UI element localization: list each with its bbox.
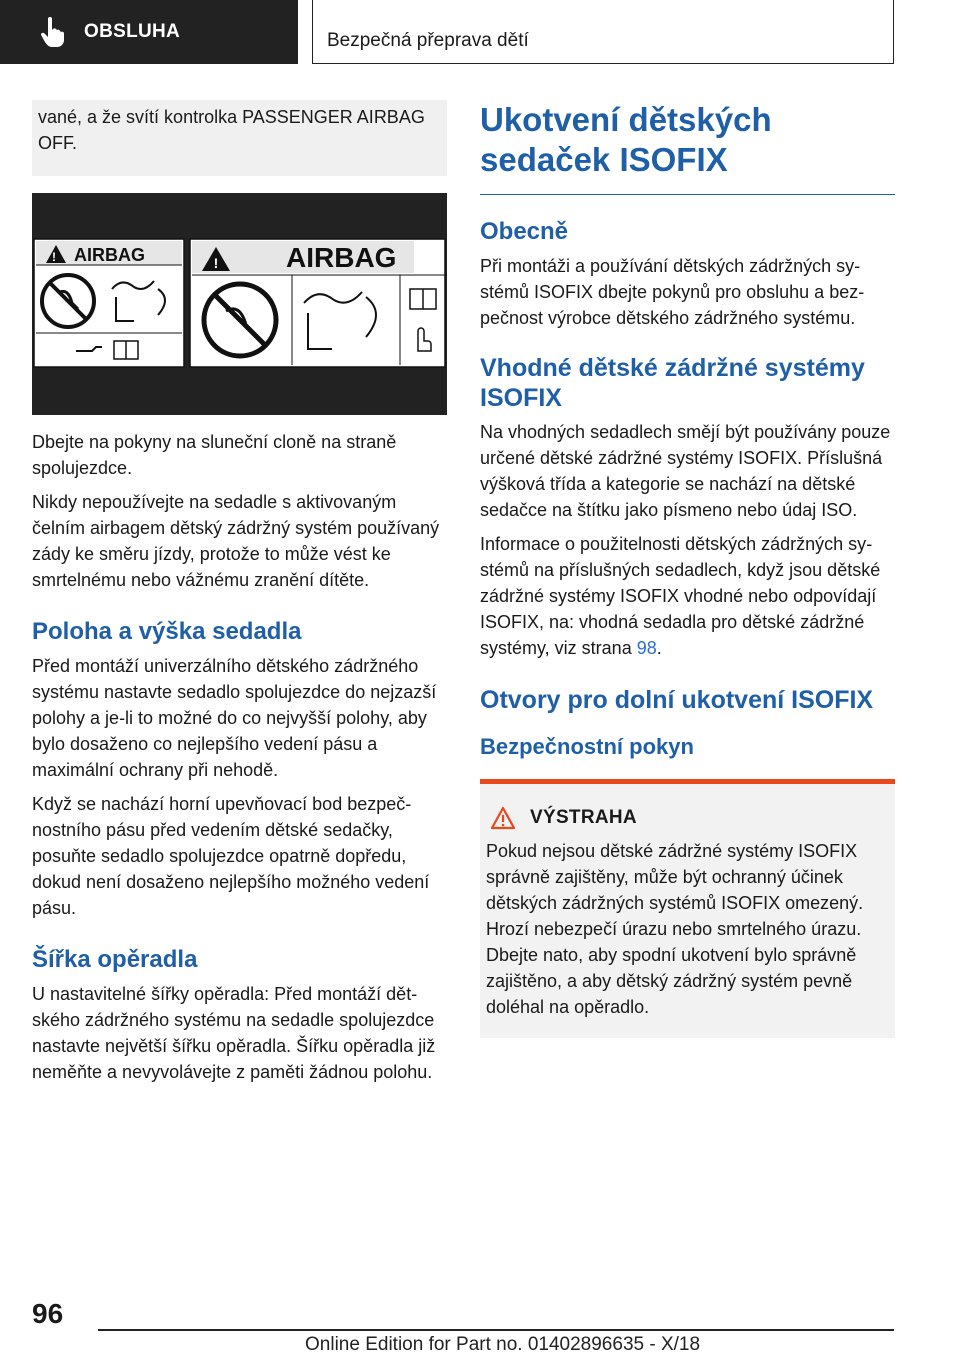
paragraph: Před montáží univerzálního dětského zádržného systému nastavte sedadlo spolujezdce do nejzazší polohy a je-li to možné do co nejvyšší polohy, aby bylo dosaženo co nejlepšího vedení pásu a maximální ochrany při nehodě. (32, 656, 437, 780)
warning-title: VÝSTRAHA (530, 807, 637, 828)
airbag-label-illustration (32, 193, 447, 415)
intro-text: vané, a že svítí kontrolka PASSENGER AIRBAG OFF. (38, 107, 425, 153)
paragraph-end: . (656, 638, 662, 658)
airbag-large-text: AIRBAG (286, 242, 397, 273)
paragraph: Na vhodných sedadlech smějí být používány pouze určené dětské zádržné systémy ISOFIX. Příslušná výšková třída a kategorie se nachází na dětské sedačce na štítku jako písmeno nebo údaj ISO. (480, 422, 891, 520)
footer-edition: Online Edition for Part no. 01402896635 - X/18 (305, 1334, 701, 1355)
page-number: 96 (32, 1298, 64, 1329)
svg-text:!: ! (52, 250, 56, 264)
left-column (32, 100, 447, 1093)
heading-suitable-systems: Vhodné dětské zádržné systémy ISOFIX (480, 354, 865, 412)
paragraph: U nastavitelné šířky opěradla: Před montáží dětského zádržného systému na sedadle spolujezdce nastavte největší šířku opěradla. Šířku opěradla již neměňte a nevyvolávejte z paměti žádnou polohu. (32, 984, 436, 1082)
heading-general: Obecně (480, 218, 569, 245)
intro-box (32, 100, 447, 176)
right-column (480, 100, 895, 1038)
warning-header (486, 806, 887, 830)
paragraph-with-link (480, 531, 895, 661)
section-tab (0, 0, 298, 64)
paragraph: Při montáži a používání dětských zádržných systémů ISOFIX dbejte pokynů pro obsluhu a bezpečnost výrobce dětského zádržného systému. (480, 256, 865, 328)
page-link[interactable]: 98 (636, 638, 657, 658)
heading-isofix-openings: Otvory pro dolní ukotvení ISOFIX (480, 686, 874, 714)
chapter-title-box (312, 0, 894, 64)
section-label: OBSLUHA (84, 21, 181, 42)
airbag-label-figure (32, 193, 447, 415)
hand-icon (40, 17, 66, 47)
chapter-title: Bezpečná přeprava dětí (327, 30, 529, 51)
paragraph: Dbejte na pokyny na sluneční cloně na straně spolujezdce. (32, 432, 397, 478)
airbag-small-text: AIRBAG (74, 245, 145, 265)
warning-triangle-icon (490, 806, 516, 830)
paragraph: Když se nachází horní upevňovací bod bezpečnostního pásu před vedením dětské sedačky, posuňte sedadlo spolujezdce opatrně dopředu, dokud není dosaženo nejlepšího možného vedení pásu. (32, 794, 430, 918)
warning-box (480, 779, 895, 1038)
heading-seat-position: Poloha a výška sedadla (32, 618, 302, 645)
heading-backrest-width: Šířka opěradla (32, 946, 198, 973)
footer-divider (98, 1329, 894, 1331)
paragraph: Nikdy nepoužívejte na sedadle s aktivovaným čelním airbagem dětský zádržný systém používaný zády ke směru jízdy, protože to může vést ke smrtelnému nebo vážnému zranění dítěte. (32, 492, 440, 590)
paragraph-text: Informace o použitelnosti dětských zádržných systémů na příslušných sedadlech, když jsou dětské zádržné systémy ISOFIX vhodné nebo odpovídají ISOFIX, na: vhodná sedadla pro dětské zádržné systémy, viz strana (480, 534, 881, 658)
svg-text:!: ! (213, 255, 219, 271)
section-title: Ukotvení dětských sedaček ISOFIX (480, 100, 895, 195)
warning-text: Pokud nejsou dětské zádržné systémy ISOFIX správně zajištěny, může být ochranný účinek dětských zádržných systémů ISOFIX omezený. Hrozí nebezpečí úrazu nebo smrtelného úrazu. Dbejte nato, aby spodní ukotvení bylo správně zajištěno, a aby dětský zádržný systém pevně doléhal na opěradlo. (486, 841, 864, 1017)
heading-safety-note: Bezpečnostní pokyn (480, 734, 694, 759)
